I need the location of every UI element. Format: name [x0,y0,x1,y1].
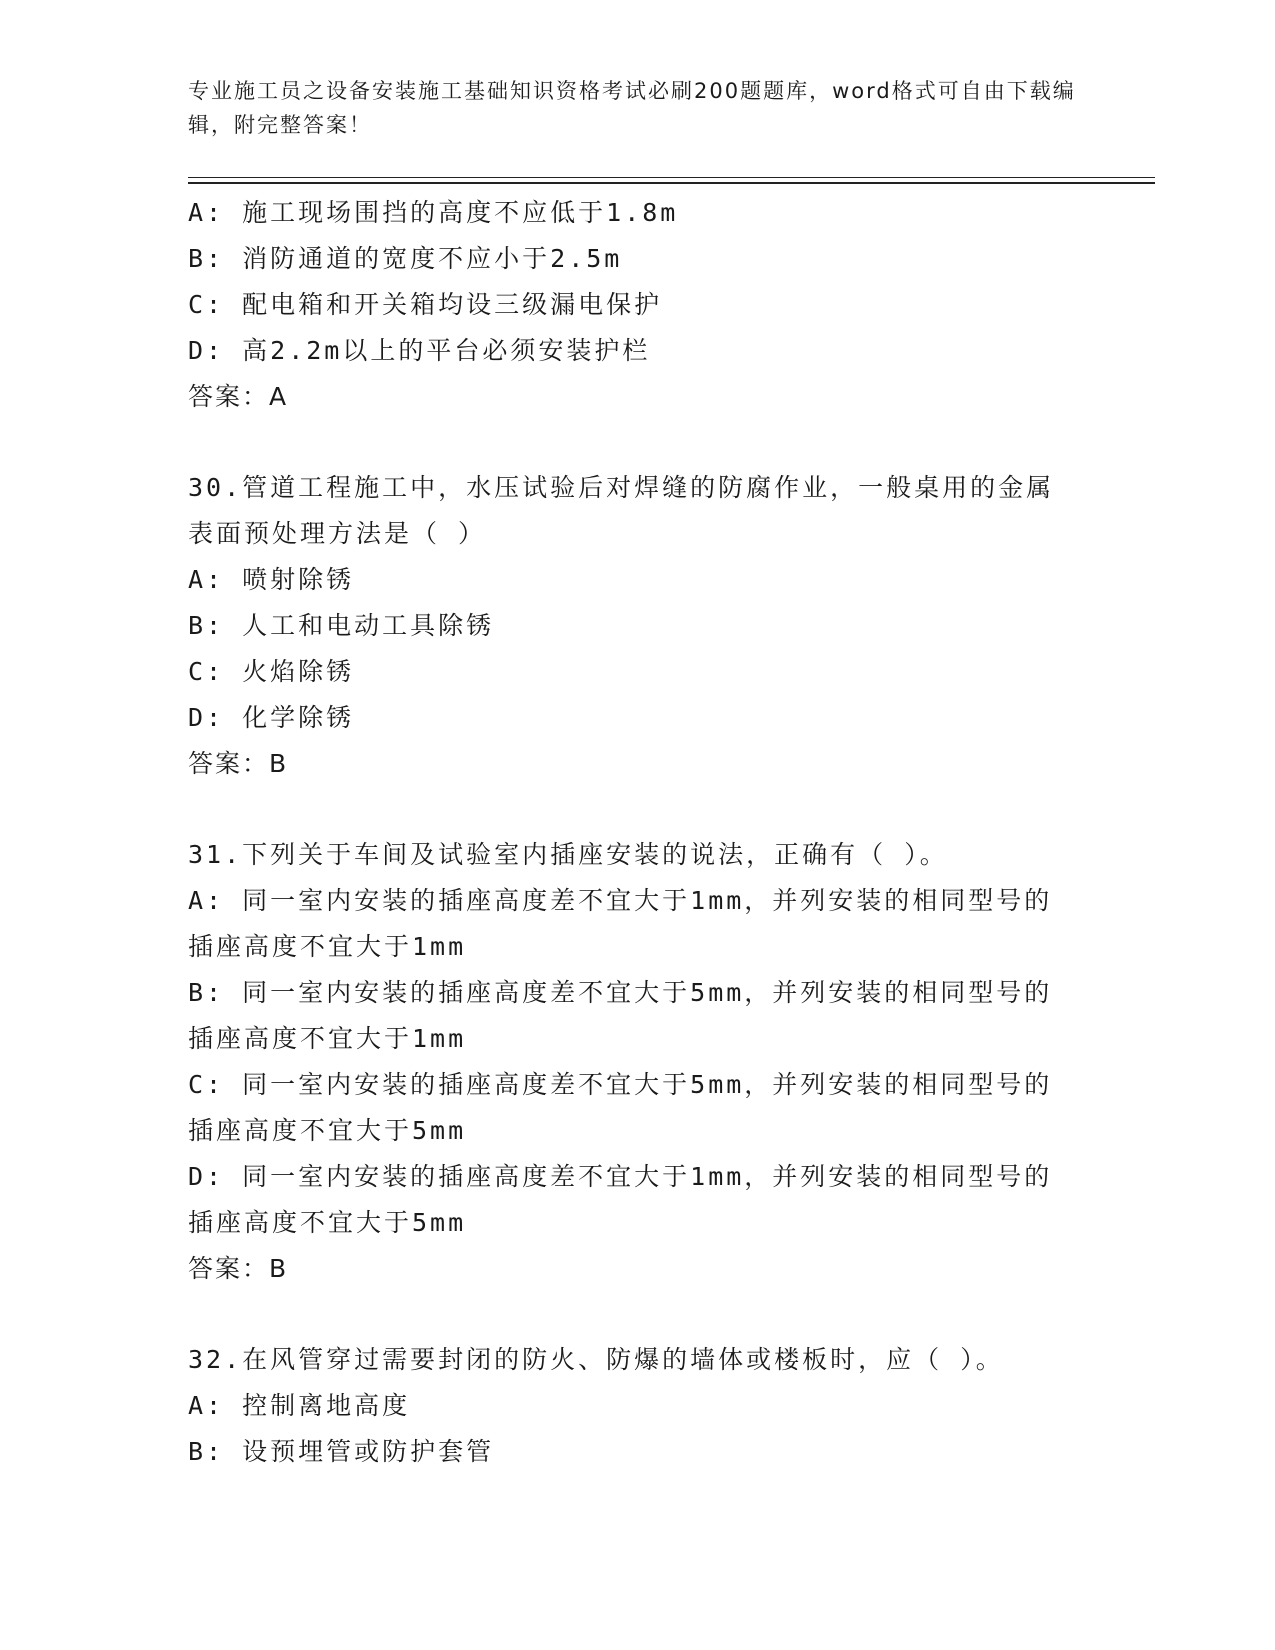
question-stem-continued: 表面预处理方法是（ ） [188,519,487,548]
option-b: B: 消防通道的宽度不应小于2.5m [188,244,623,273]
option-b: B: 设预埋管或防护套管 [188,1437,495,1466]
header-divider-thick [188,182,1155,184]
option-d-continued: 插座高度不宜大于5mm [188,1208,467,1237]
option-b: B: 同一室内安装的插座高度差不宜大于5mm，并列安装的相同型号的 [188,978,1053,1007]
option-a: A: 施工现场围挡的高度不应低于1.8m [188,198,679,227]
question-stem: 30.管道工程施工中，水压试验后对焊缝的防腐作业，一般桌用的金属 [188,473,1055,502]
option-c-continued: 插座高度不宜大于5mm [188,1116,467,1145]
question-31-block [188,832,1088,1292]
question-30-block [188,465,1088,787]
option-a: A: 喷射除锈 [188,565,355,594]
option-d: D: 化学除锈 [188,703,355,732]
question-29-block [188,190,1088,420]
option-c: C: 火焰除锈 [188,657,355,686]
document-header: 专业施工员之设备安装施工基础知识资格考试必刷200题题库，word格式可自由下载编辑，附完整答案！ [188,79,1076,137]
answer-label: 答案：B [188,1254,289,1283]
option-c: C: 同一室内安装的插座高度差不宜大于5mm，并列安装的相同型号的 [188,1070,1053,1099]
question-stem: 31.下列关于车间及试验室内插座安装的说法，正确有（ ）。 [188,840,948,869]
option-d: D: 高2.2m以上的平台必须安装护栏 [188,336,651,365]
question-32-block [188,1337,1088,1475]
answer-label: 答案：B [188,749,289,778]
option-a-continued: 插座高度不宜大于1mm [188,932,467,961]
question-stem: 32.在风管穿过需要封闭的防火、防爆的墙体或楼板时，应（ ）。 [188,1345,1004,1374]
option-b: B: 人工和电动工具除锈 [188,611,495,640]
option-b-continued: 插座高度不宜大于1mm [188,1024,467,1053]
option-c: C: 配电箱和开关箱均设三级漏电保护 [188,290,663,319]
header-divider-thin [188,177,1155,178]
answer-label: 答案：A [188,382,289,411]
question-content [188,190,1088,1475]
option-d: D: 同一室内安装的插座高度差不宜大于1mm，并列安装的相同型号的 [188,1162,1053,1191]
option-a: A: 控制离地高度 [188,1391,411,1420]
option-a: A: 同一室内安装的插座高度差不宜大于1mm，并列安装的相同型号的 [188,886,1053,915]
